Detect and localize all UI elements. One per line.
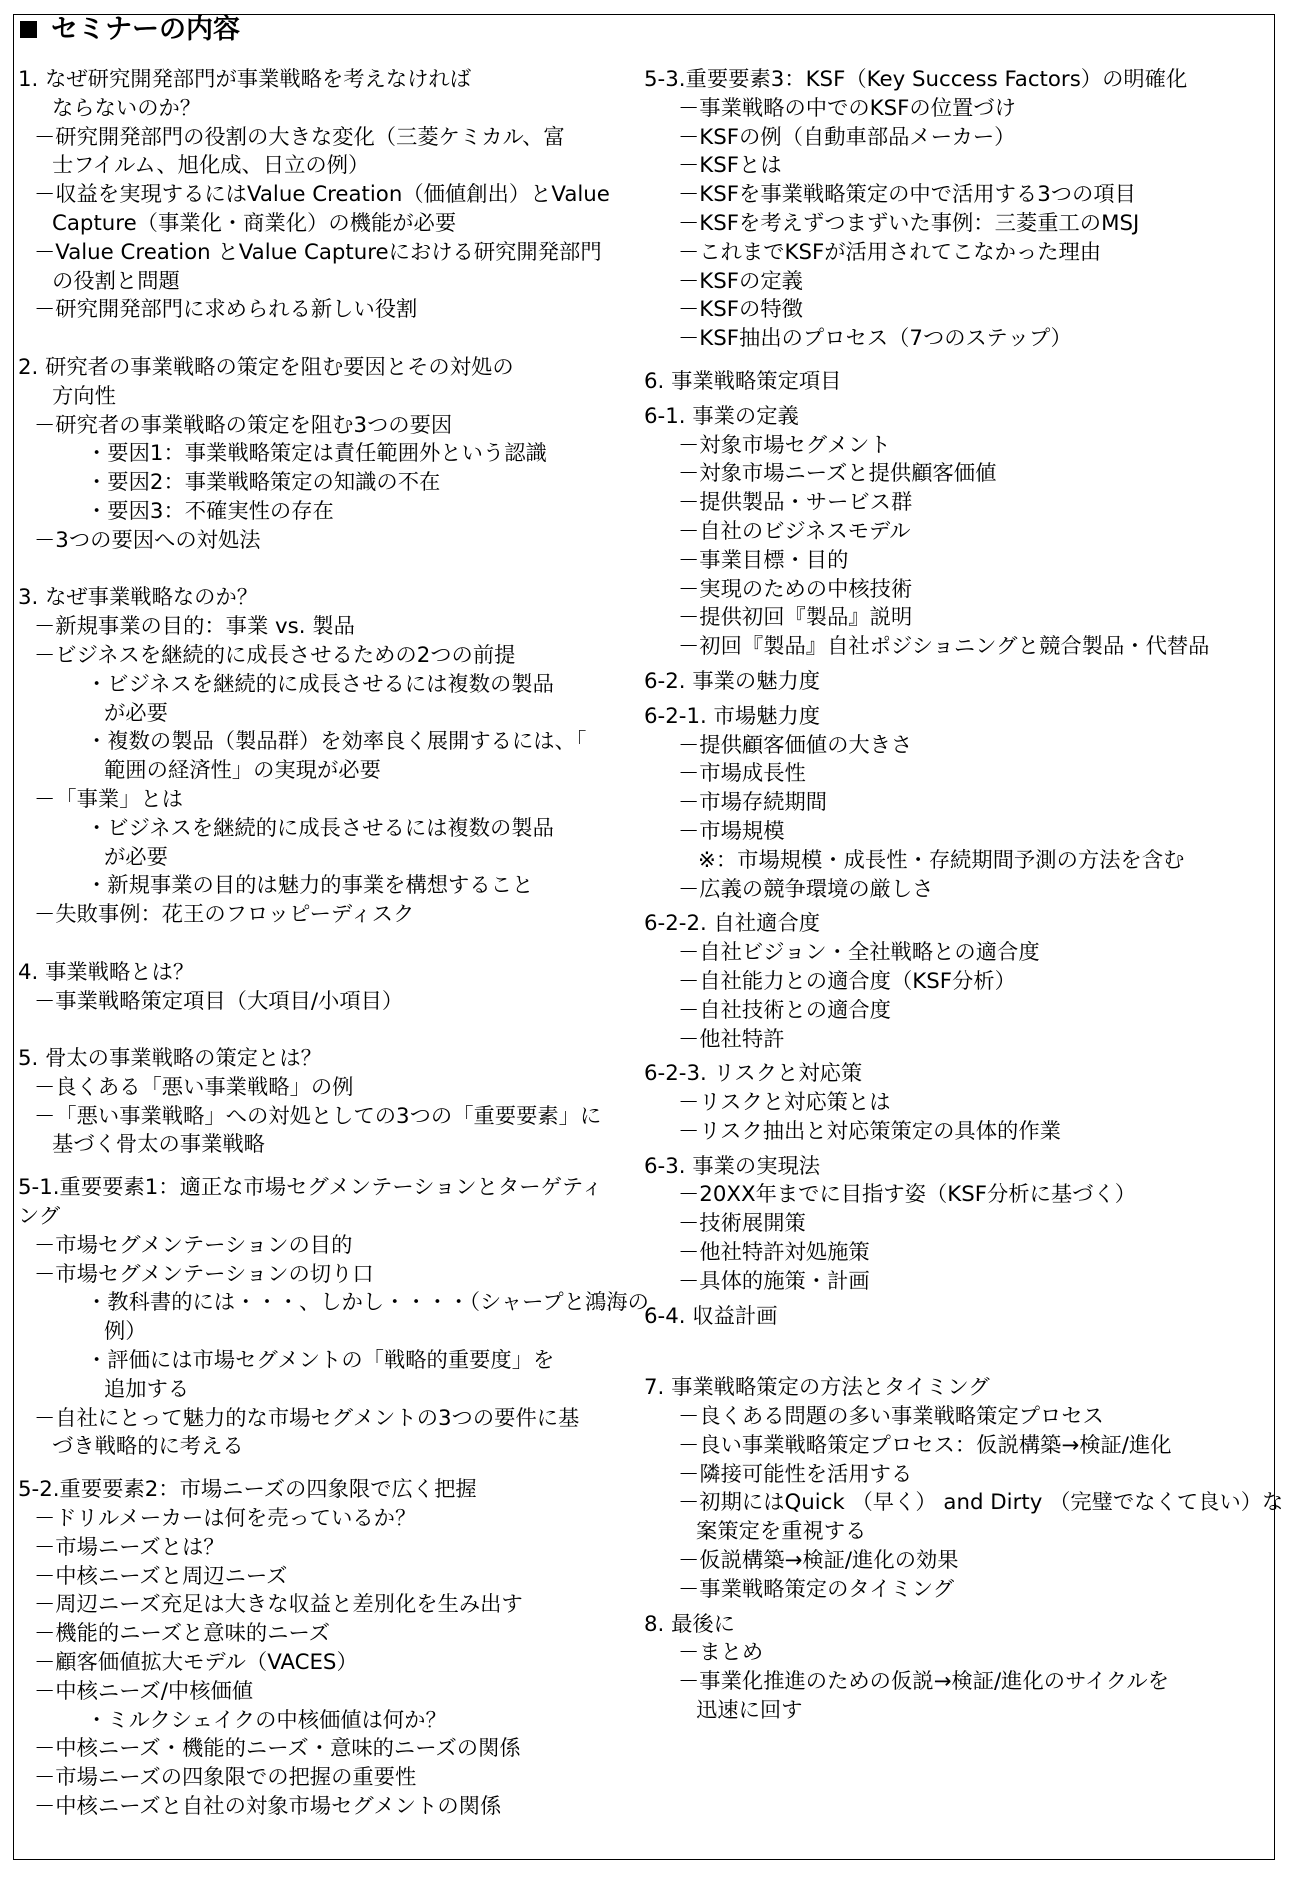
- outline-line: 5-3.重要要素3：KSF（Key Success Factors）の明確化: [644, 67, 1188, 92]
- outline-line: 5-1.重要要素1：適正な市場セグメンテーションとターゲティ: [18, 1175, 603, 1201]
- outline-line: －研究開発部門の役割の大きな変化（三菱ケミカル、富: [34, 124, 565, 150]
- spacer: [644, 1331, 1259, 1360]
- outline-line: －KSFの例（自動車部品メーカー）: [678, 124, 1016, 150]
- outline-line: 案策定を重視する: [696, 1519, 867, 1545]
- outline-line: －「事業」とは: [34, 786, 184, 812]
- outline-line: －事業化推進のための仮説→検証/進化のサイクルを: [678, 1669, 1169, 1695]
- outline-line: 8. 最後に: [644, 1611, 735, 1637]
- outline-line: ・ビジネスを継続的に成長させるには複数の製品: [86, 815, 554, 841]
- outline-line: 5-2.重要要素2：市場ニーズの四象限で広く把握: [18, 1477, 477, 1503]
- outline-line: －対象市場ニーズと提供顧客価値: [678, 461, 997, 487]
- outline-line: －自社能力との適合度（KSF分析）: [678, 968, 1016, 994]
- outline-line: －ビジネスを継続的に成長させるための2つの前提: [34, 642, 516, 668]
- outline-line: －20XX年までに目指す姿（KSF分析に基づく）: [678, 1182, 1137, 1208]
- outline-line: 4. 事業戦略とは？: [18, 959, 195, 985]
- outline-line: －他社特許対処施策: [678, 1240, 870, 1266]
- outline-line: 6-2-2. 自社適合度: [644, 911, 821, 937]
- outline-line: －良くある問題の多い事業戦略策定プロセス: [678, 1404, 1104, 1430]
- outline-line: －市場ニーズの四象限での把握の重要性: [34, 1765, 417, 1791]
- outline-line: －自社ビジョン・全社戦略との適合度: [678, 940, 1040, 966]
- outline-line: －研究者の事業戦略の策定を阻む3つの要因: [34, 412, 453, 438]
- outline-line: －事業戦略の中でのKSFの位置づけ: [678, 95, 1016, 121]
- outline-line: 6-3. 事業の実現法: [644, 1153, 821, 1179]
- outline-line: －「悪い事業戦略」への対処としての3つの「重要要素」に: [34, 1103, 602, 1129]
- outline-line: 5. 骨太の事業戦略の策定とは？: [18, 1046, 322, 1072]
- outline-line: －市場ニーズとは？: [34, 1534, 225, 1560]
- spacer: [644, 1360, 1259, 1374]
- outline-line: 6-2-3. リスクと対応策: [644, 1061, 863, 1087]
- outline-line: －中核ニーズと周辺ニーズ: [34, 1563, 288, 1589]
- outline-line: ・ビジネスを継続的に成長させるには複数の製品: [86, 671, 554, 697]
- spacer: [18, 1462, 628, 1476]
- outline-line: ・要因3：不確実性の存在: [86, 498, 334, 524]
- outline-line: －これまでKSFが活用されてこなかった理由: [678, 239, 1102, 265]
- outline-line: 6-2. 事業の魅力度: [644, 668, 821, 694]
- outline-line: 6-2-1. 市場魅力度: [644, 703, 821, 729]
- spacer: [18, 1160, 628, 1174]
- outline-line: の役割と問題: [52, 268, 180, 294]
- outline-line: 6-1. 事業の定義: [644, 403, 799, 429]
- outline-line: 6-4. 収益計画: [644, 1303, 778, 1329]
- spacer: [18, 930, 628, 959]
- square-bullet-icon: [20, 21, 37, 38]
- outline-line: －具体的施策・計画: [678, 1268, 870, 1294]
- outline-line: －提供製品・サービス群: [678, 490, 913, 516]
- spacer: [18, 1016, 628, 1045]
- outline-line: －事業戦略策定項目（大項目/小項目）: [34, 988, 404, 1014]
- left-column: [18, 66, 649, 1822]
- outline-line: －中核ニーズ・機能的ニーズ・意味的ニーズの関係: [34, 1736, 521, 1762]
- outline-line: －KSFを事業戦略策定の中で活用する3つの項目: [678, 182, 1136, 208]
- outline-line: －初期にはQuick （早く） and Dirty （完璧でなくて良い）な: [678, 1490, 1284, 1516]
- outline-line: 2. 研究者の事業戦略の策定を阻む要因とその対処の: [18, 354, 514, 380]
- outline-line: －初回『製品』自社ポジショニングと競合製品・代替品: [678, 634, 1210, 660]
- outline-line: －顧客価値拡大モデル（VACES）: [34, 1650, 358, 1676]
- outline-line: ・要因2：事業戦略策定の知識の不在: [86, 470, 441, 496]
- outline-line: －新規事業の目的：事業 vs. 製品: [34, 614, 355, 640]
- outline-line: －Value Creation とValue Captureにおける研究開発部門: [34, 239, 602, 265]
- outline-line: 6. 事業戦略策定項目: [644, 368, 842, 394]
- outline-line: －良い事業戦略策定プロセス：仮説構築→検証/進化: [678, 1432, 1172, 1458]
- outline-line: Capture（事業化・商業化）の機能が必要: [52, 210, 457, 236]
- outline-line: 基づく骨太の事業戦略: [52, 1132, 265, 1158]
- outline-line: －自社技術との適合度: [678, 997, 891, 1023]
- outline-line: －リスク抽出と対応策策定の具体的作業: [678, 1118, 1061, 1144]
- outline-line: －失敗事例：花王のフロッピーディスク: [34, 902, 415, 928]
- outline-line: が必要: [104, 844, 168, 870]
- outline-line: －KSFの定義: [678, 268, 803, 294]
- outline-line: ング: [18, 1204, 61, 1230]
- outline-line: －研究開発部門に求められる新しい役割: [34, 297, 418, 323]
- spacer: [18, 556, 628, 585]
- outline-line: ・要因1：事業戦略策定は責任範囲外という認識: [86, 441, 547, 467]
- outline-line: －事業目標・目的: [678, 547, 849, 573]
- outline-line: 範囲の経済性」の実現が必要: [104, 758, 381, 784]
- outline-line: 追加する: [104, 1376, 190, 1402]
- outline-line: －市場規模: [678, 818, 785, 844]
- outline-line: －リスクと対応策とは: [678, 1090, 891, 1116]
- outline-line: －KSFを考えずつまずいた事例：三菱重工のMSJ: [678, 210, 1140, 236]
- outline-line: －事業戦略策定のタイミング: [678, 1576, 955, 1602]
- outline-line: －技術展開策: [678, 1211, 806, 1237]
- outline-line: －提供顧客価値の大きさ: [678, 732, 913, 758]
- outline-line: －中核ニーズと自社の対象市場セグメントの関係: [34, 1794, 502, 1820]
- outline-line: －自社にとって魅力的な市場セグメントの3つの要件に基: [34, 1405, 580, 1431]
- outline-line: ・新規事業の目的は魅力的事業を構想すること: [86, 873, 534, 899]
- outline-line: －良くある「悪い事業戦略」の例: [34, 1074, 354, 1100]
- outline-line: －提供初回『製品』説明: [678, 605, 913, 631]
- outline-line: ならないのか？: [52, 95, 202, 121]
- outline-line: －まとめ: [678, 1640, 764, 1666]
- outline-line: －市場セグメンテーションの目的: [34, 1232, 353, 1258]
- outline-line: 7. 事業戦略策定の方法とタイミング: [644, 1375, 990, 1401]
- outline-line: －実現のための中核技術: [678, 576, 913, 602]
- section-title: [20, 16, 240, 43]
- outline-line: 3. なぜ事業戦略なのか？: [18, 585, 259, 611]
- outline-line: ・評価には市場セグメントの「戦略的重要度」を: [86, 1348, 555, 1374]
- section-title-text: セミナーの内容: [51, 14, 240, 45]
- outline-line: づき戦略的に考える: [52, 1434, 244, 1460]
- spacer: [18, 325, 628, 354]
- outline-line: －収益を実現するにはValue Creation（価値創出）とValue: [34, 182, 610, 208]
- outline-line: －市場成長性: [678, 761, 806, 787]
- right-column: [644, 66, 1284, 1726]
- outline-line: が必要: [104, 700, 168, 726]
- outline-line: －機能的ニーズと意味的ニーズ: [34, 1621, 331, 1647]
- outline-line: －ドリルメーカーは何を売っているか？: [34, 1506, 417, 1532]
- outline-line: －市場存続期間: [678, 790, 828, 816]
- outline-line: －3つの要因への対処法: [34, 527, 261, 553]
- outline-line: －自社のビジネスモデル: [678, 518, 911, 544]
- outline-line: －KSFとは: [678, 153, 782, 179]
- outline-line: 例）: [104, 1319, 147, 1345]
- outline-line: －他社特許: [678, 1026, 785, 1052]
- outline-line: －中核ニーズ/中核価値: [34, 1678, 254, 1704]
- outline-line: ※：市場規模・成長性・存続期間予測の方法を含む: [698, 847, 1185, 873]
- spacer: [644, 354, 1259, 368]
- outline-line: －KSF抽出のプロセス（7つのステップ）: [678, 326, 1072, 352]
- outline-line: ・ミルクシェイクの中核価値は何か？: [86, 1707, 447, 1733]
- outline-line: －隣接可能性を活用する: [678, 1461, 913, 1487]
- outline-line: －市場セグメンテーションの切り口: [34, 1261, 374, 1287]
- outline-line: ・複数の製品（製品群）を効率良く展開するには、「: [86, 729, 587, 755]
- outline-line: －仮説構築→検証/進化の効果: [678, 1548, 959, 1574]
- outline-line: 1. なぜ研究開発部門が事業戦略を考えなければ: [18, 67, 472, 92]
- outline-line: 士フイルム、旭化成、日立の例）: [52, 153, 370, 179]
- outline-line: －対象市場セグメント: [678, 432, 891, 458]
- outline-line: －周辺ニーズ充足は大きな収益と差別化を生み出す: [34, 1592, 523, 1618]
- outline-line: －広義の競争環境の厳しさ: [678, 876, 934, 902]
- outline-line: 迅速に回す: [696, 1698, 803, 1724]
- outline-line: －KSFの特徴: [678, 297, 803, 323]
- outline-line: ・教科書的には・・・、しかし・・・・（シャープと鴻海の: [86, 1290, 649, 1316]
- outline-line: 方向性: [52, 383, 116, 409]
